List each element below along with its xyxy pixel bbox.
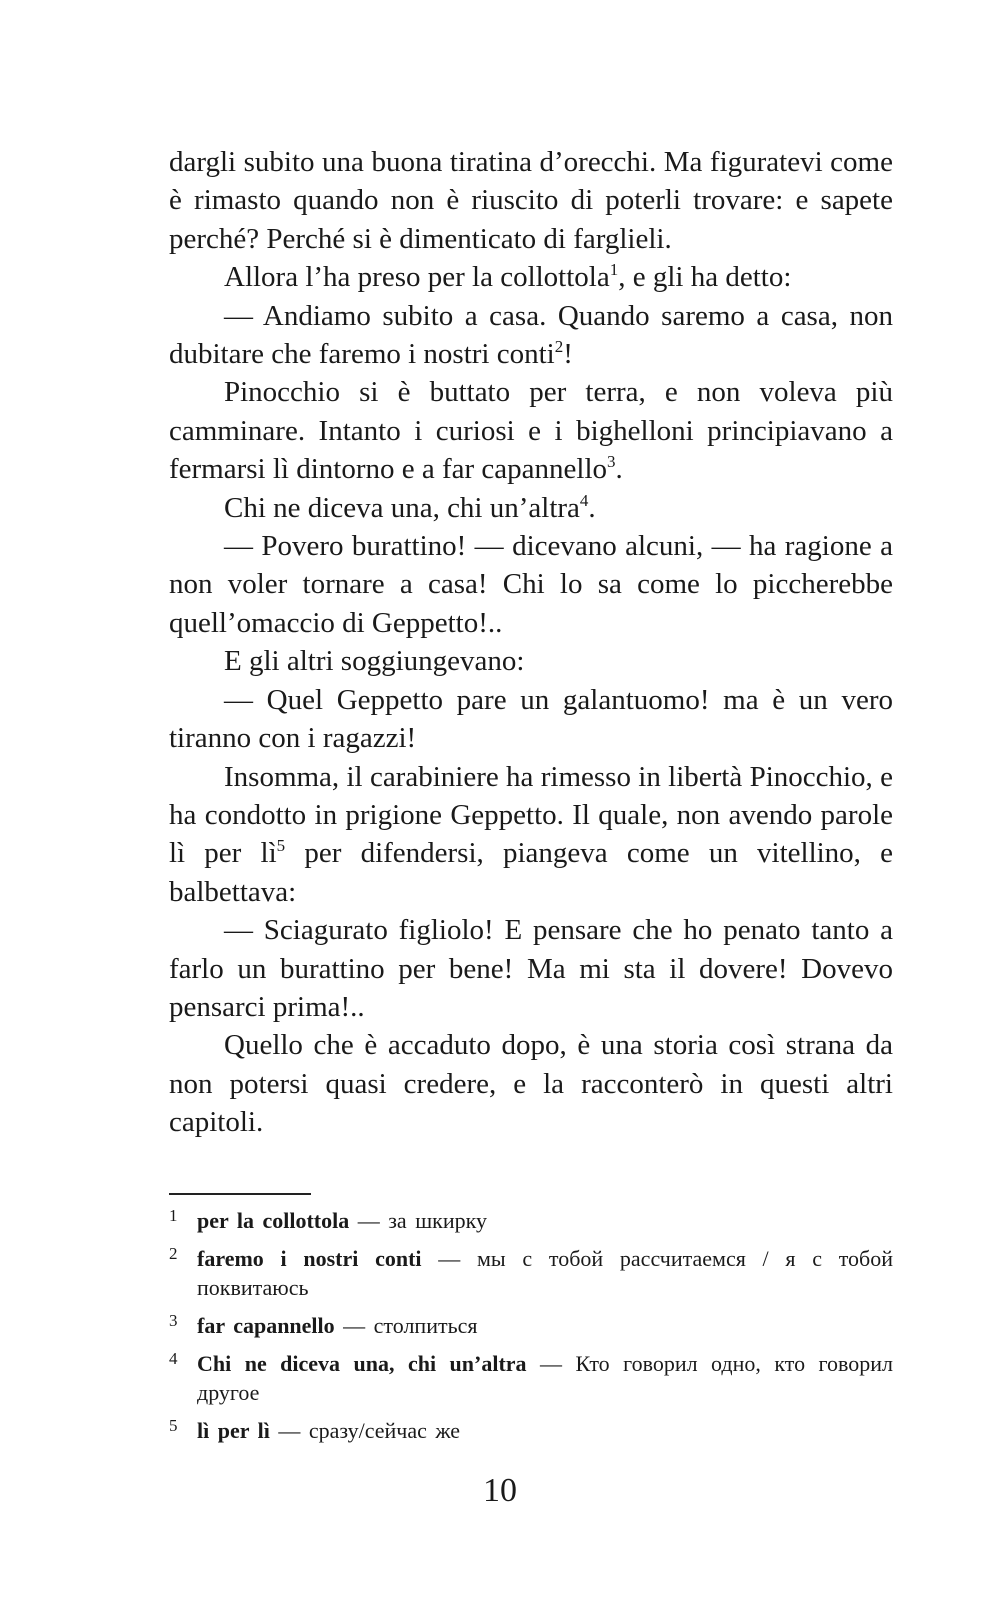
footnote-term: faremo i nostri conti (197, 1246, 422, 1271)
footnote-number: 4 (169, 1349, 178, 1368)
footnote-ref-1[interactable]: 1 (609, 260, 619, 280)
footnote-translation: сразу/сейчас же (308, 1418, 461, 1443)
footnote-translation: Кто говорил одно, кто говорил другое (197, 1351, 893, 1405)
footnote-3 (169, 1311, 893, 1340)
footnote-1 (169, 1206, 893, 1235)
footnote-number: 2 (169, 1244, 178, 1263)
main-text (169, 143, 893, 1142)
footnote-ref-3[interactable]: 3 (607, 452, 616, 472)
footnote-term: lì per lì (197, 1418, 270, 1443)
footnote-ref-5[interactable]: 5 (276, 836, 286, 856)
footnotes (169, 1206, 893, 1454)
paragraph-1: dargli subito una buona tiratina d’orecchi. Ma figuratevi come è rimasto quando non è riuscito di poterli trovare: e sapete perché? Perché si è dimenticato di farglieli. (169, 146, 893, 255)
footnote-separator: — (540, 1351, 563, 1376)
paragraph-9: Insomma, il carabiniere ha rimesso in libertà Pinocchio, e ha condotto in prigione Geppetto. Il quale, non avendo parole lì per $lì^5$ per difendersi, piangeva come un vitellino, e balbettava: (169, 760, 893, 908)
footnote-5 (169, 1416, 893, 1445)
paragraph-5: Chi ne diceva una, chi un’altra$^4$. (224, 490, 596, 524)
paragraph-2: Allora l’ha preso per la collottola$^1$, e gli ha detto: (224, 260, 792, 294)
footnote-number: 5 (169, 1416, 178, 1435)
paragraph-11: Quello che è accaduto dopo, è una storia così strana da non potersi quasi credere, e la racconterò in questi altri capitoli. (169, 1029, 893, 1139)
footnote-separator: — (357, 1208, 380, 1233)
footnote-number: 1 (169, 1206, 178, 1225)
paragraph-8: — Quel Geppetto pare un galantuomo! ma è un vero tiranno con i ragazzi! (169, 683, 893, 755)
footnote-separator: — (278, 1418, 301, 1443)
footnote-divider (169, 1193, 311, 1195)
paragraph-7: E gli altri soggiungevano: (224, 645, 525, 678)
footnote-ref-2[interactable]: 2 (554, 337, 564, 357)
paragraph-4: Pinocchio si è buttato per terra, e non voleva più camminare. Intanto i curiosi e i bighelloni principiavano a fermarsi lì dintorno e a far capannello$^3$. (169, 376, 893, 486)
footnote-2 (169, 1244, 893, 1302)
footnote-term: Chi ne diceva una, chi un’altra (197, 1351, 527, 1376)
footnote-number: 3 (169, 1311, 178, 1330)
paragraph-6: — Povero burattino! — dicevano alcuni, — ha ragione a non voler tornare a casa! Chi lo sa come lo piccherebbe quell’omaccio di Geppetto!.. (169, 530, 893, 639)
footnote-term: far capannello (197, 1313, 335, 1338)
footnote-separator: — (438, 1246, 461, 1271)
footnote-translation: мы с тобой рассчитаемся / я с тобой поквитаюсь (197, 1246, 894, 1300)
footnote-4 (169, 1349, 893, 1407)
footnote-translation: столпиться (373, 1313, 478, 1338)
footnote-term: per la collottola (197, 1208, 350, 1233)
footnote-ref-4[interactable]: 4 (579, 490, 589, 510)
footnote-separator: — (343, 1313, 366, 1338)
footnote-translation: за шкирку (388, 1208, 487, 1233)
paragraph-10: — Sciagurato figliolo! E pensare che ho penato tanto a farlo un burattino per bene! Ma mi sta il dovere! Dovevo pensarci prima!.. (169, 914, 893, 1023)
paragraph-3: — Andiamo subito a casa. Quando saremo a casa, non dubitare che faremo i nostri conti$^2$! (169, 299, 893, 371)
page-number: 10 (483, 1472, 517, 1509)
